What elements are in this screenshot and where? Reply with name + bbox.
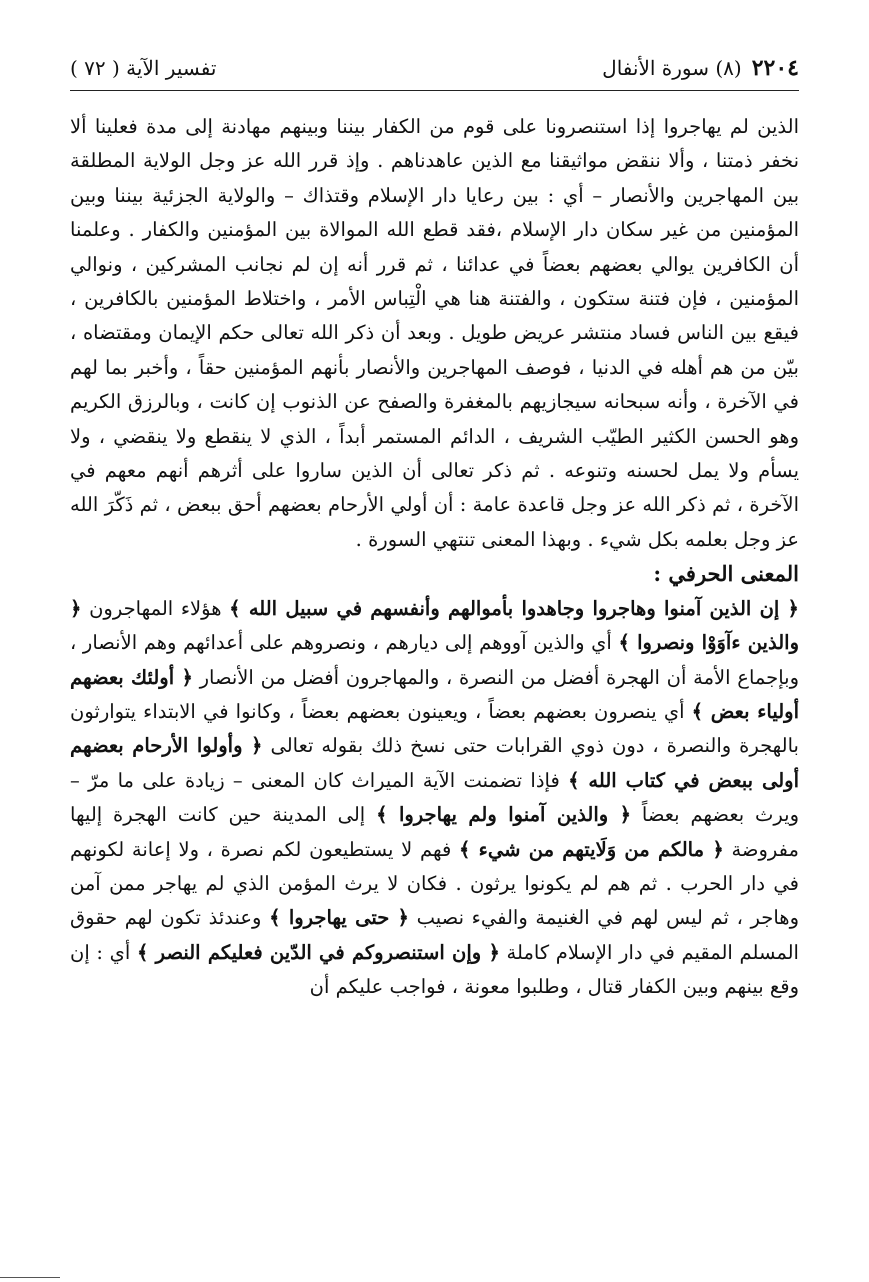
- commentary-text: هؤلاء المهاجرون: [81, 596, 230, 620]
- verse-quote: ﴿ حتى يهاجروا ﴾: [269, 906, 409, 930]
- header-right: [602, 55, 799, 81]
- verse-quote: ﴿ والذين ءآوَوْا ونصروا ﴾: [70, 596, 799, 655]
- running-header: [70, 48, 799, 88]
- verse-quote: ﴿ وأولوا الأرحام بعضهم أولى ببعض في كتاب الله ﴾: [70, 734, 799, 792]
- bottom-edge-line: [0, 1277, 60, 1278]
- commentary-text: وعندئذ تكون لهم حقوق المسلم المقيم في دار الإسلام كاملة: [70, 906, 799, 964]
- commentary-text: فهم لا يستطيعون لكم نصرة ، ولا إعانة لكونهم في دار الحرب . ثم هم لم يكونوا يرثون . فكان لا يرث المؤمن الذي لم يهاجر ممن آمن وهاجر ، ثم ليس لهم في الغنيمة والفيء نصيب: [70, 837, 799, 930]
- commentary-text: فإذا تضمنت الآية الميراث كان المعنى – زيادة على ما مرّ – ويرث بعضهم بعضاً: [70, 768, 799, 827]
- verse-quote: ﴿ والذين آمنوا ولم يهاجروا ﴾: [376, 803, 632, 827]
- surah-name: (٨) سورة الأنفال: [602, 56, 742, 80]
- verse-quote: ﴿ وإن استنصروكم في الدّين فعليكم النصر ﴾: [137, 940, 500, 964]
- header-divider: [70, 90, 799, 91]
- intro-paragraph: الذين لم يهاجروا إذا استنصرونا على قوم من الكفار بيننا وبينهم مهادنة إلى مدة فعلينا ألا نخفر ذمتنا ، وألا ننقض مواثيقنا مع الذين عاهدناهم . وإذ قرر الله عز وجل الولاية المطلقة بين المهاجرين والأنصار – أي : بين رعايا دار الإسلام وقتذاك – والولاية الجزئية بيننا وبين المؤمنين من غير سكان دار الإسلام ،فقد قطع الله الموالاة بين المؤمنين والكفار . وعلمنا أن الكافرين يوالي بعضهم بعضاً في عدائنا ، ثم قرر أنه إن لم نجانب المشركين ، ونوالي المؤمنين ، فإن فتنة ستكون ، والفتنة هنا هي الْتِباس الأمر ، واختلاط المؤمنين بالكافرين ، فيقع بين الناس فساد منتشر عريض طويل . وبعد أن ذكر الله تعالى حكم الإيمان ومقتضاه ، بيّن من هم أهله في الدنيا ، فوصف المهاجرين والأنصار بأنهم المؤمنين حقاً ، وأخبر بما لهم في الآخرة ، وأنه سبحانه سيجازيهم بالمغفرة والصفح عن الذنوب إن كانت ، وبالرزق الكريم وهو الحسن الكثير الطيّب الشريف ، الدائم المستمر أبداً ، الذي لا ينقطع ولا ينقضي ، ولا يسأم ولا يمل لحسنه وتنوعه . ثم ذكر تعالى أن الذين ساروا على أثرهم أنهم معهم في الآخرة ، ثم ذكر الله عز وجل قاعدة عامة : أن أولي الأرحام بعضهم أحق ببعض ، ثم ذَكّرَ الله عز وجل بعلمه بكل شيء . وبهذا المعنى تنتهي السورة .: [70, 115, 799, 551]
- commentary-text: إلى المدينة حين كانت الهجرة إليها مفروضة: [70, 803, 799, 861]
- section-title: المعنى الحرفي :: [653, 561, 799, 587]
- verse-quote: ﴿ إن الذين آمنوا وهاجروا وجاهدوا بأموالهم وأنفسهم في سبيل الله ﴾: [229, 596, 799, 620]
- verse-quote: ﴿ أولئك بعضهم أولياء بعض ﴾: [70, 665, 800, 723]
- commentary-text: أي : إن وقع بينهم وبين الكفار قتال ، وطلبوا معونة ، فواجب عليكم أن: [70, 940, 799, 999]
- commentary-text: أي والذين آووهم إلى ديارهم ، ونصروهم على أعدائهم وهم الأنصار ، وبإجماع الأمة أن الهجرة أفضل من النصرة ، والمهاجرون أفضل من الأنصار: [70, 631, 799, 689]
- commentary-text: أي ينصرون بعضهم بعضاً ، ويعينون بعضهم بعضاً ، وكانوا في الابتداء يتوارثون بالهجرة والنصرة ، دون ذوي القرابات حتى نسخ ذلك بقوله تعالى: [70, 699, 799, 758]
- page-number: ٢٢٠٤: [751, 55, 799, 81]
- section-label: تفسير الآية ( ٧٢ ): [70, 56, 217, 80]
- page-body: [70, 110, 799, 1005]
- literal-meaning-paragraph: [70, 592, 799, 1005]
- verse-quote: ﴿ مالكم من وَلَايتهم من شيء ﴾: [458, 837, 724, 861]
